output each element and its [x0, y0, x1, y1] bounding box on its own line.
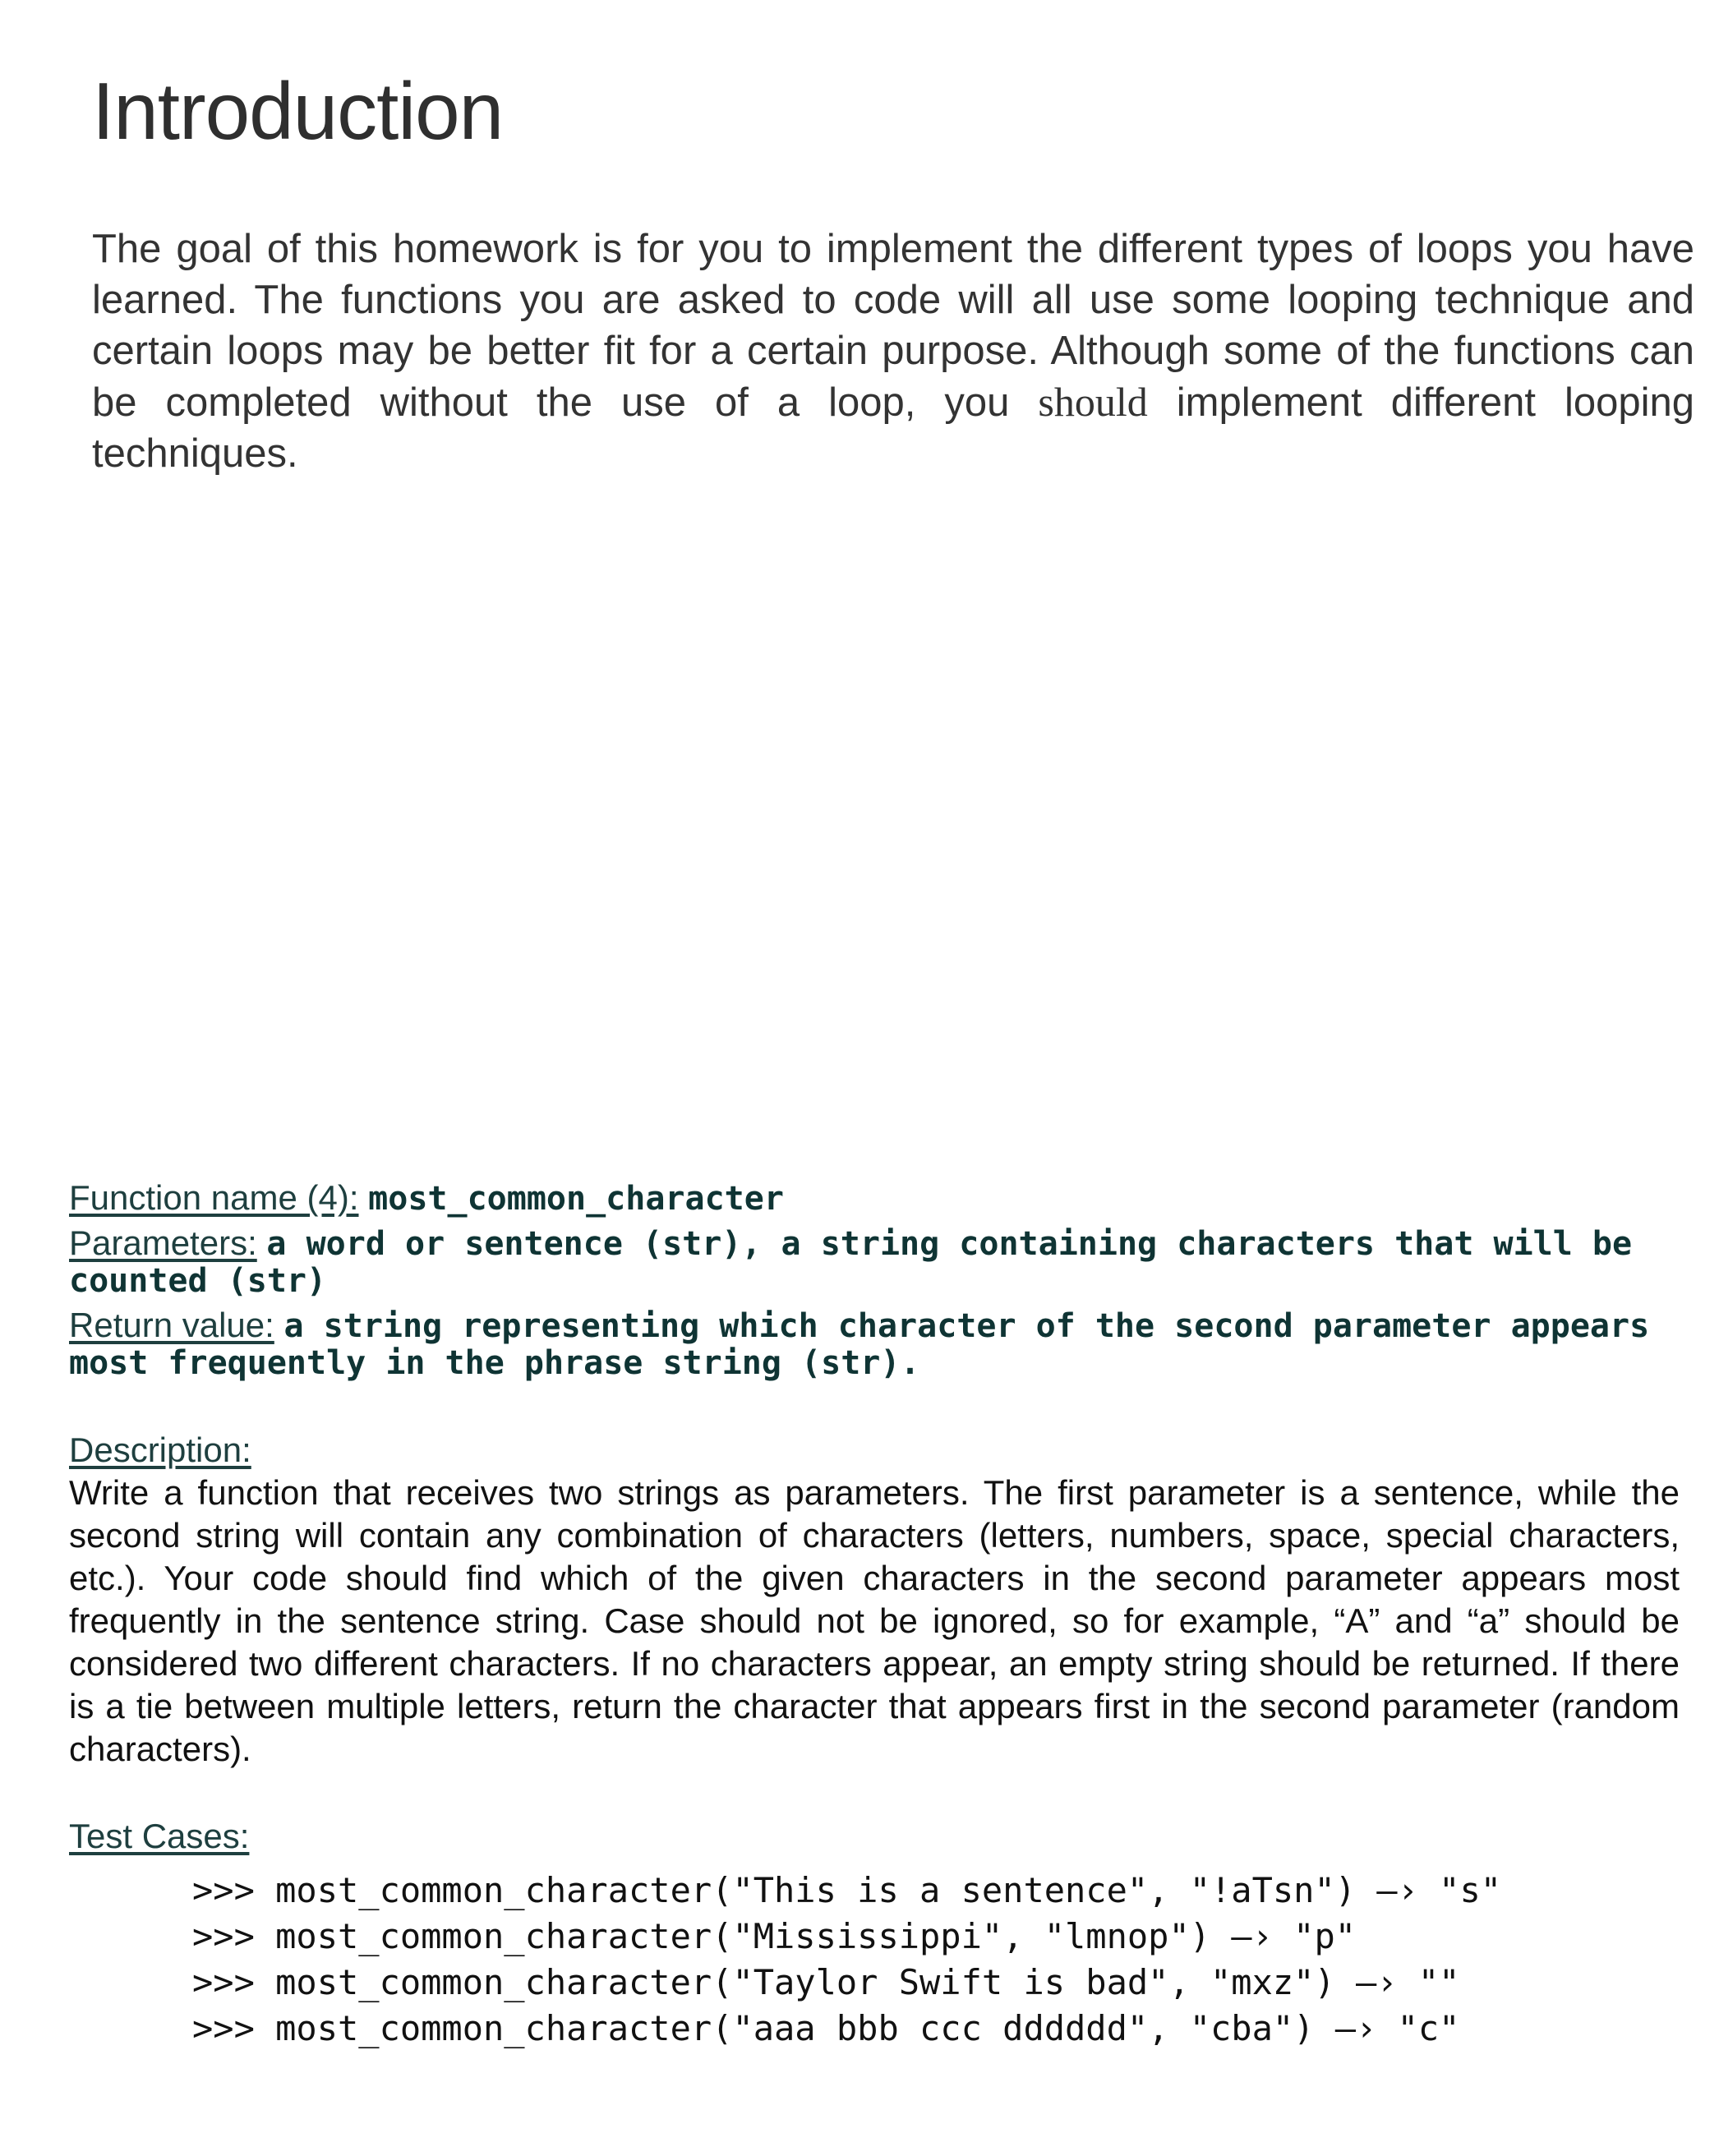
intro-emphasis-word: should — [1038, 379, 1148, 425]
introduction-heading: Introduction — [92, 66, 504, 156]
function-name-value: most_common_character — [368, 1180, 784, 1218]
test-case-line: >>> most_common_character("This is a sentence", "!aTsn") —› "s" — [192, 1870, 1502, 1910]
return-value-label: Return value: — [69, 1306, 274, 1344]
test-case-line: >>> most_common_character("Taylor Swift is bad", "mxz") —› "" — [192, 1962, 1460, 2002]
introduction-paragraph — [92, 223, 1694, 479]
introduction-section — [92, 58, 1694, 519]
function-name-label: Function name (4): — [69, 1178, 359, 1217]
test-cases-heading — [69, 1815, 1680, 1858]
function-name-row — [69, 1180, 1680, 1217]
description-block — [69, 1429, 1680, 1771]
return-value-text: a string representing which character of the second parameter appears most frequently in the phrase string (str). — [69, 1307, 1650, 1382]
description-heading: Description: — [69, 1430, 251, 1469]
parameters-row — [69, 1225, 1680, 1299]
intro-text-part-2: implement different looping techniques. — [92, 380, 1694, 476]
test-cases-label: Test Cases: — [69, 1817, 250, 1855]
intro-text-part-1: The goal of this homework is for you to implement the different types of loops you have learned. The functions you are asked to code will all use some looping technique and certain loops may be better fit for a certain purpose. Although some of the functions can be completed without the use of a loop, you — [92, 227, 1694, 425]
test-case-line: >>> most_common_character("Mississippi", "lmnop") —› "p" — [192, 1916, 1357, 1956]
return-value-row — [69, 1307, 1680, 1381]
parameters-label: Parameters: — [69, 1223, 257, 1262]
description-paragraph: Write a function that receives two strings as parameters. The first parameter is a sentence, while the second string will contain any combination of characters (letters, numbers, space, special characters, etc.). Your code should find which of the given characters in the second parameter appears most frequently in the sentence string. Case should not be ignored, so for example, “A” and “a” should be considered two different characters. If no characters appear, an empty string should be returned. If there is a tie between multiple letters, return the character that appears first in the second parameter (random characters). — [69, 1473, 1680, 1768]
parameters-value: a word or sentence (str), a string containing characters that will be counted (str) — [69, 1225, 1633, 1300]
function-spec-section — [69, 1180, 1680, 2052]
test-cases-list — [192, 1868, 1680, 2052]
test-case-line: >>> most_common_character("aaa bbb ccc dddddd", "cba") —› "c" — [192, 2008, 1460, 2048]
